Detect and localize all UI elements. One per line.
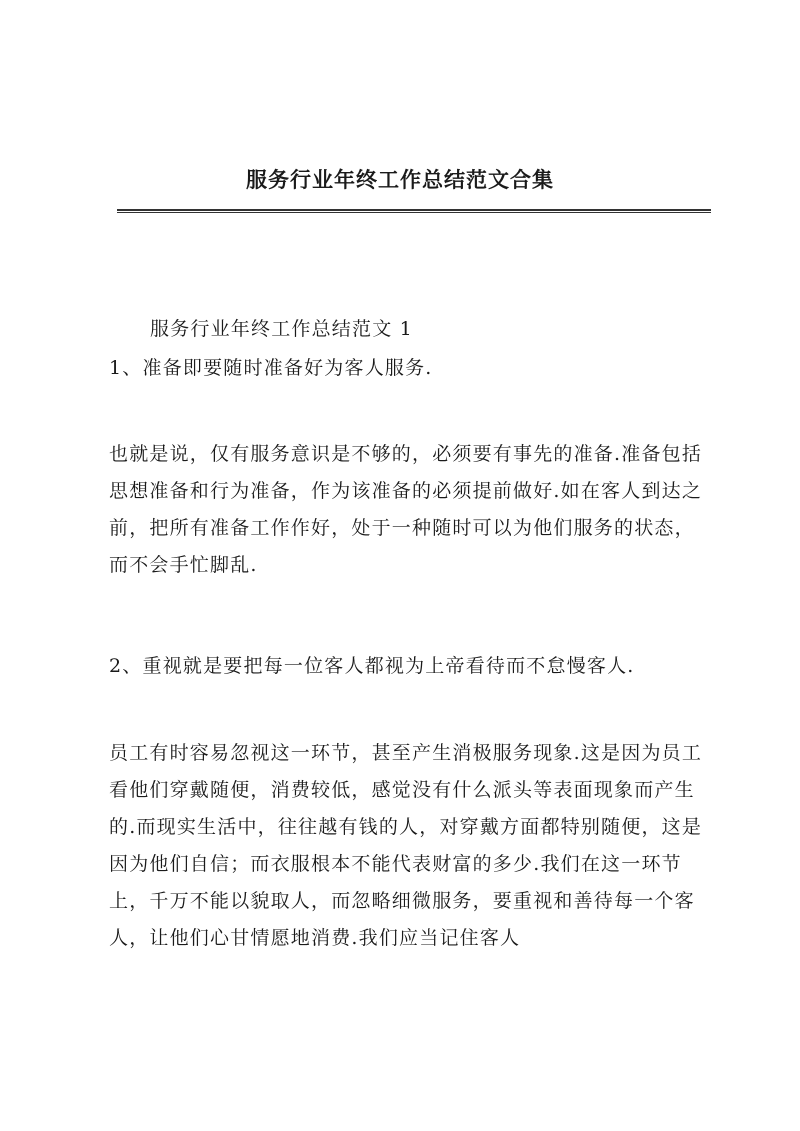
section-subtitle: 服务行业年终工作总结范文 1 bbox=[150, 318, 413, 340]
document-title: 服务行业年终工作总结范文合集 bbox=[246, 167, 554, 192]
list-item-2: 2、重视就是要把每一位客人都视为上帝看待而不怠慢客人. bbox=[109, 655, 635, 677]
paragraph-1: 也就是说，仅有服务意识是不够的，必须要有事先的准备.准备包括思想准备和行为准备，作为该准备的必须提前做好.如在客人到达之前，把所有准备工作作好，处于一种随时可以为他们服务的状态，而不会手忙脚乱. bbox=[109, 443, 703, 576]
paragraph-2: 员工有时容易忽视这一环节，甚至产生消极服务现象.这是因为员工看他们穿戴随便，消费较低，感觉没有什么派头等表面现象而产生的.而现实生活中，往往越有钱的人，对穿戴方面都特别随便，这是因为他们自信；而衣服根本不能代表财富的多少.我们在这一环节上，千万不能以貌取人，而忽略细微服务，要重视和善待每一个客人，让他们心甘情愿地消费.我们应当记住客人 bbox=[109, 742, 703, 949]
list-item-1: 1、准备即要随时准备好为客人服务. bbox=[109, 357, 433, 379]
title-divider bbox=[117, 209, 711, 213]
